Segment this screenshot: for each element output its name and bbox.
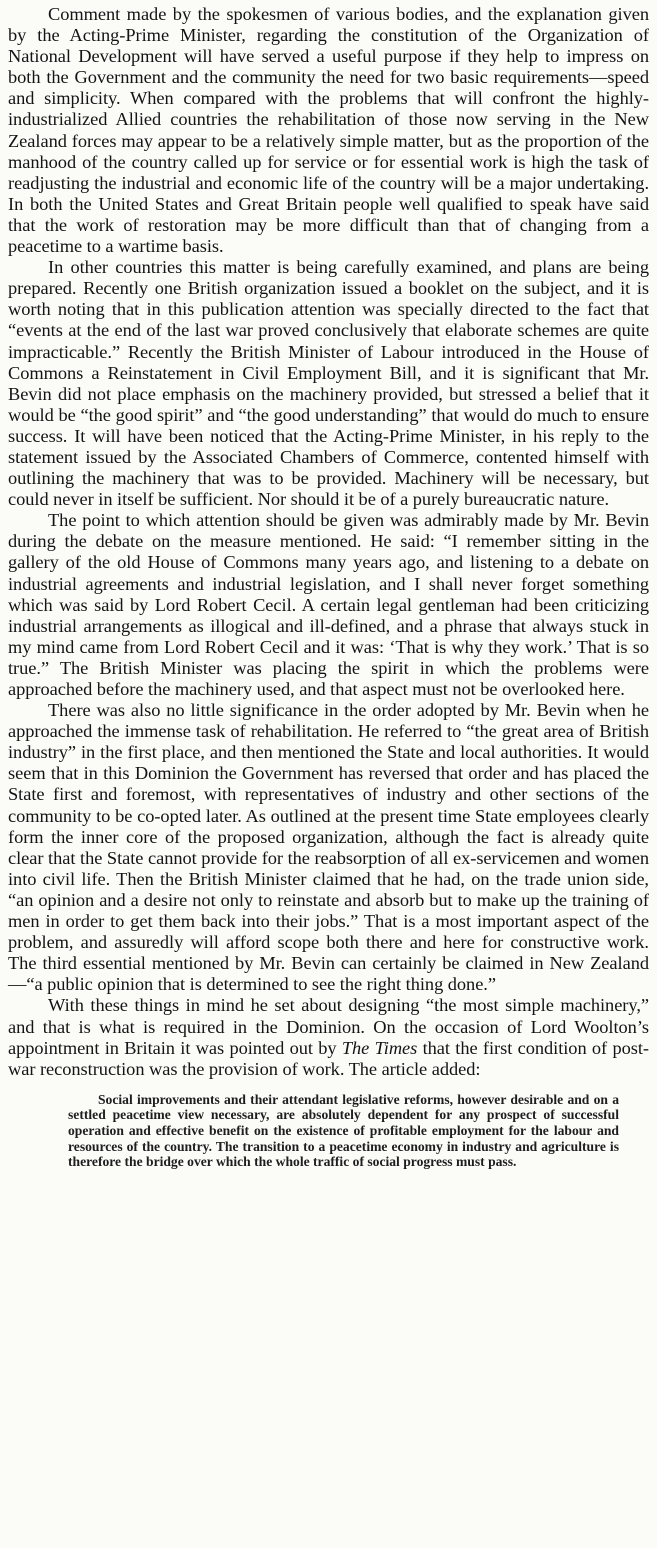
block-quote: Social improvements and their attendant legislative reforms, however desirable and on a settled peacetime view necessary, are absolutely dependent for any prospect of successful operation and effective benefit on the existence of profitable employment for the labour and resources of the country. The transition to a peacetime economy in industry and agriculture is therefore the bridge over which the whole traffic of social progress must pass. — [68, 1091, 619, 1170]
paragraph-1: Comment made by the spokesmen of various bodies, and the explanation given by the Acting-Prime Minister, regarding the constitution of the Organization of National Development will have served a useful purpose if they help to impress on both the Government and the community the need for two basic requirements—speed and simplicity. When compared with the problems that will confront the highly-industrialized Allied countries the rehabilitation of those now serving in the New Zealand forces may appear to be a relatively simple matter, but as the proportion of the manhood of the country called up for service or for essential work is high the task of readjusting the industrial and economic life of the country will be a major undertaking. In both the United States and Great Britain people well qualified to speak have said that the work of restoration may be more difficult than that of changing from a peacetime to a wartime basis. — [8, 4, 649, 257]
paragraph-5-text-before: With these things in mind he set about designing “the most simple machinery,” and that is what is required in the Dominion. On the occasion of Lord Woolton’s appointment in Britain it was pointed out by — [8, 995, 649, 1058]
paragraph-4: There was also no little significance in the order adopted by Mr. Bevin when he approached the immense task of rehabilitation. He referred to “the great area of British industry” in the first place, and then mentioned the State and local authorities. It would seem that in this Dominion the Government has reversed that order and has placed the State first and foremost, with representatives of industry and other sections of the community to be co-opted later. As outlined at the present time State employees clearly form the inner core of the proposed organization, although the fact is already quite clear that the State cannot provide for the reabsorption of all ex-servicemen and women into civil life. Then the British Minister claimed that he had, on the trade union side, “an opinion and a desire not only to reinstate and absorb but to make up the training of men in order to get them back into their jobs.” That is a most important aspect of the problem, and assuredly will afford scope both there and here for constructive work. The third essential mentioned by Mr. Bevin can certainly be claimed in New Zealand—“a public opinion that is determined to see the right thing done.” — [8, 700, 649, 995]
paragraph-5 — [8, 995, 649, 1079]
paragraph-5-text-after: that the first condition of post-war reconstruction was the provision of work. The article added: — [8, 1037, 649, 1079]
publication-name: The Times — [341, 1037, 418, 1058]
paragraph-3: The point to which attention should be given was admirably made by Mr. Bevin during the debate on the measure mentioned. He said: “I remember sitting in the gallery of the old House of Commons many years ago, and listening to a debate on industrial agreements and industrial legislation, and I shall never forget something which was said by Lord Robert Cecil. A certain legal gentleman had been criticizing industrial arrangements as illogical and ill-defined, and a phrase that always stuck in my mind came from Lord Robert Cecil and it was: ‘That is why they work.’ That is so true.” The British Minister was placing the spirit in which the problems were approached before the machinery used, and that aspect must not be overlooked here. — [8, 510, 649, 699]
paragraph-2: In other countries this matter is being carefully examined, and plans are being prepared. Recently one British organization issued a booklet on the subject, and it is worth noting that in this publication attention was specially directed to the fact that “events at the end of the last war proved conclusively that elaborate schemes are quite impracticable.” Recently the British Minister of Labour introduced in the House of Commons a Reinstatement in Civil Employment Bill, and it is significant that Mr. Bevin did not place emphasis on the machinery provided, but stressed a belief that it would be “the good spirit” and “the good understanding” that would do much to ensure success. It will have been noticed that the Acting-Prime Minister, in his reply to the statement issued by the Associated Chambers of Commerce, contented himself with outlining the machinery that was to be provided. Machinery will be necessary, but could never in itself be sufficient. Nor should it be of a purely bureaucratic nature. — [8, 257, 649, 510]
editorial-article — [8, 4, 649, 1170]
